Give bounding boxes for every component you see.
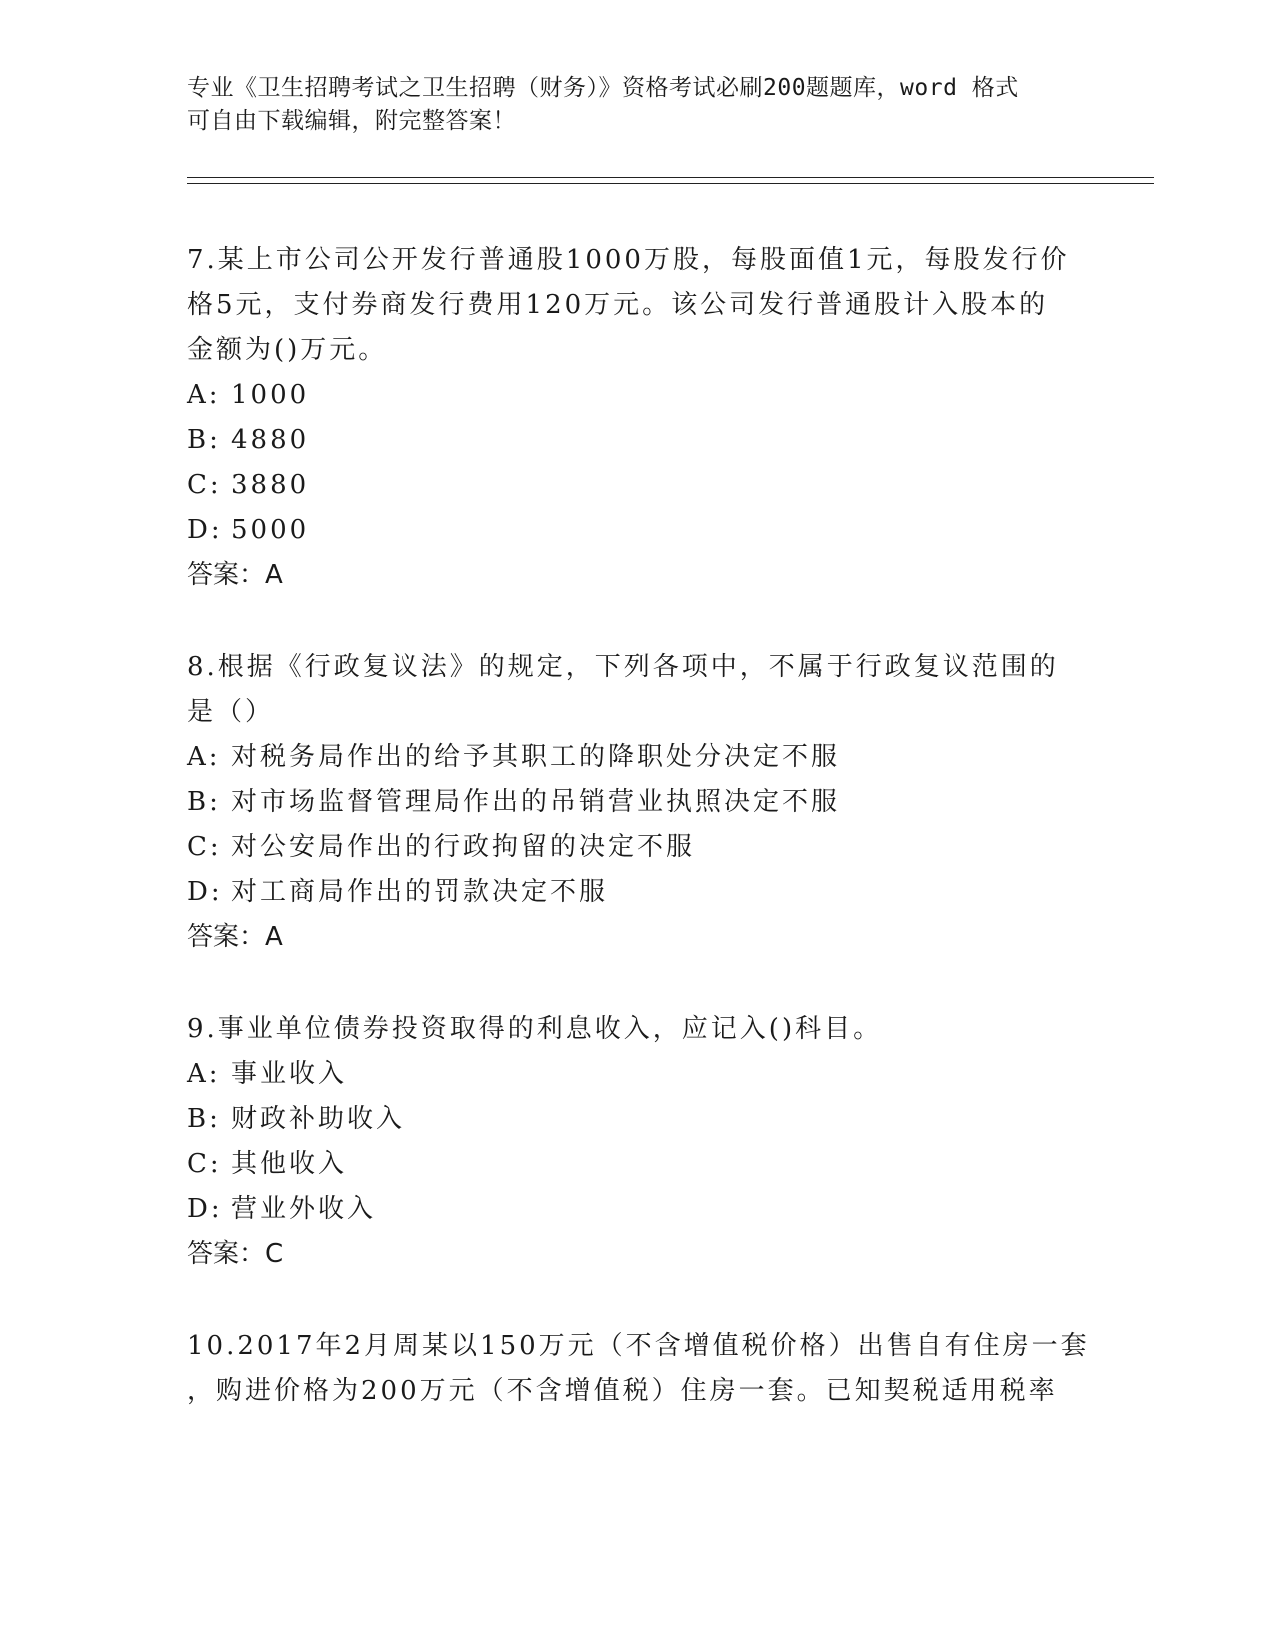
option-c	[187, 825, 1087, 870]
option-text: 对工商局作出的罚款决定不服	[231, 877, 609, 907]
option-text: 对市场监督管理局作出的吊销营业执照决定不服	[231, 787, 841, 817]
option-c	[187, 1142, 1087, 1187]
option-key: D:	[187, 877, 223, 907]
header-divider-top	[187, 177, 1154, 178]
option-a	[187, 373, 1087, 418]
question-list	[187, 238, 1090, 1414]
option-key: D:	[187, 1194, 223, 1224]
question-text-line: 10.2017年2月周某以150万元（不含增值税价格）出售自有住房一套	[187, 1331, 1090, 1361]
option-c	[187, 463, 1087, 508]
option-key: C:	[187, 470, 222, 500]
option-b	[187, 780, 1087, 825]
option-text: 对税务局作出的给予其职工的降职处分决定不服	[231, 742, 841, 772]
option-key: D:	[187, 515, 223, 545]
document-header	[187, 72, 1087, 138]
option-key: B:	[187, 425, 221, 455]
question-spacer	[187, 598, 1087, 645]
question-8	[187, 645, 1087, 960]
question-text-line: 格5元，支付券商发行费用120万元。该公司发行普通股计入股本的	[187, 290, 1049, 320]
option-b	[187, 1097, 1087, 1142]
answer-line: 答案：A	[187, 922, 283, 952]
option-key: C:	[187, 832, 222, 862]
question-text-line: 是（）	[187, 697, 275, 727]
answer-line: 答案：C	[187, 1239, 284, 1269]
question-10	[187, 1324, 1090, 1414]
answer-line: 答案：A	[187, 560, 283, 590]
option-d	[187, 870, 1087, 915]
option-text: 营业外收入	[231, 1194, 377, 1224]
option-text: 事业收入	[231, 1059, 348, 1089]
option-key: A:	[187, 1059, 221, 1089]
question-text-line: 8.根据《行政复议法》的规定，下列各项中，不属于行政复议范围的	[187, 652, 1059, 682]
option-text: 4880	[231, 425, 310, 455]
option-text: 财政补助收入	[231, 1104, 406, 1134]
question-7	[187, 238, 1087, 598]
question-spacer	[187, 1277, 1087, 1324]
option-text: 5000	[231, 515, 310, 545]
option-d	[187, 1187, 1087, 1232]
option-text: 3880	[231, 470, 310, 500]
question-text-line: ，购进价格为200万元（不含增值税）住房一套。已知契税适用税率	[187, 1376, 1058, 1406]
option-b	[187, 418, 1087, 463]
option-text: 1000	[231, 380, 310, 410]
option-d	[187, 508, 1087, 553]
header-line-1: 专业《卫生招聘考试之卫生招聘（财务）》资格考试必刷200题题库，word 格式	[187, 75, 1019, 101]
question-text-line: 9.事业单位债券投资取得的利息收入，应记入()科目。	[187, 1014, 883, 1044]
option-text: 其他收入	[231, 1149, 348, 1179]
header-line-2: 可自由下载编辑，附完整答案！	[187, 108, 516, 134]
option-key: B:	[187, 1104, 221, 1134]
option-text: 对公安局作出的行政拘留的决定不服	[231, 832, 696, 862]
question-text-line: 7.某上市公司公开发行普通股1000万股，每股面值1元，每股发行价	[187, 245, 1070, 275]
question-spacer	[187, 960, 1087, 1007]
option-key: A:	[187, 742, 221, 772]
option-key: C:	[187, 1149, 222, 1179]
header-divider-bottom	[187, 183, 1154, 184]
question-text-line: 金额为()万元。	[187, 335, 388, 365]
option-a	[187, 735, 1087, 780]
option-key: B:	[187, 787, 221, 817]
option-a	[187, 1052, 1087, 1097]
question-9	[187, 1007, 1087, 1277]
option-key: A:	[187, 380, 221, 410]
